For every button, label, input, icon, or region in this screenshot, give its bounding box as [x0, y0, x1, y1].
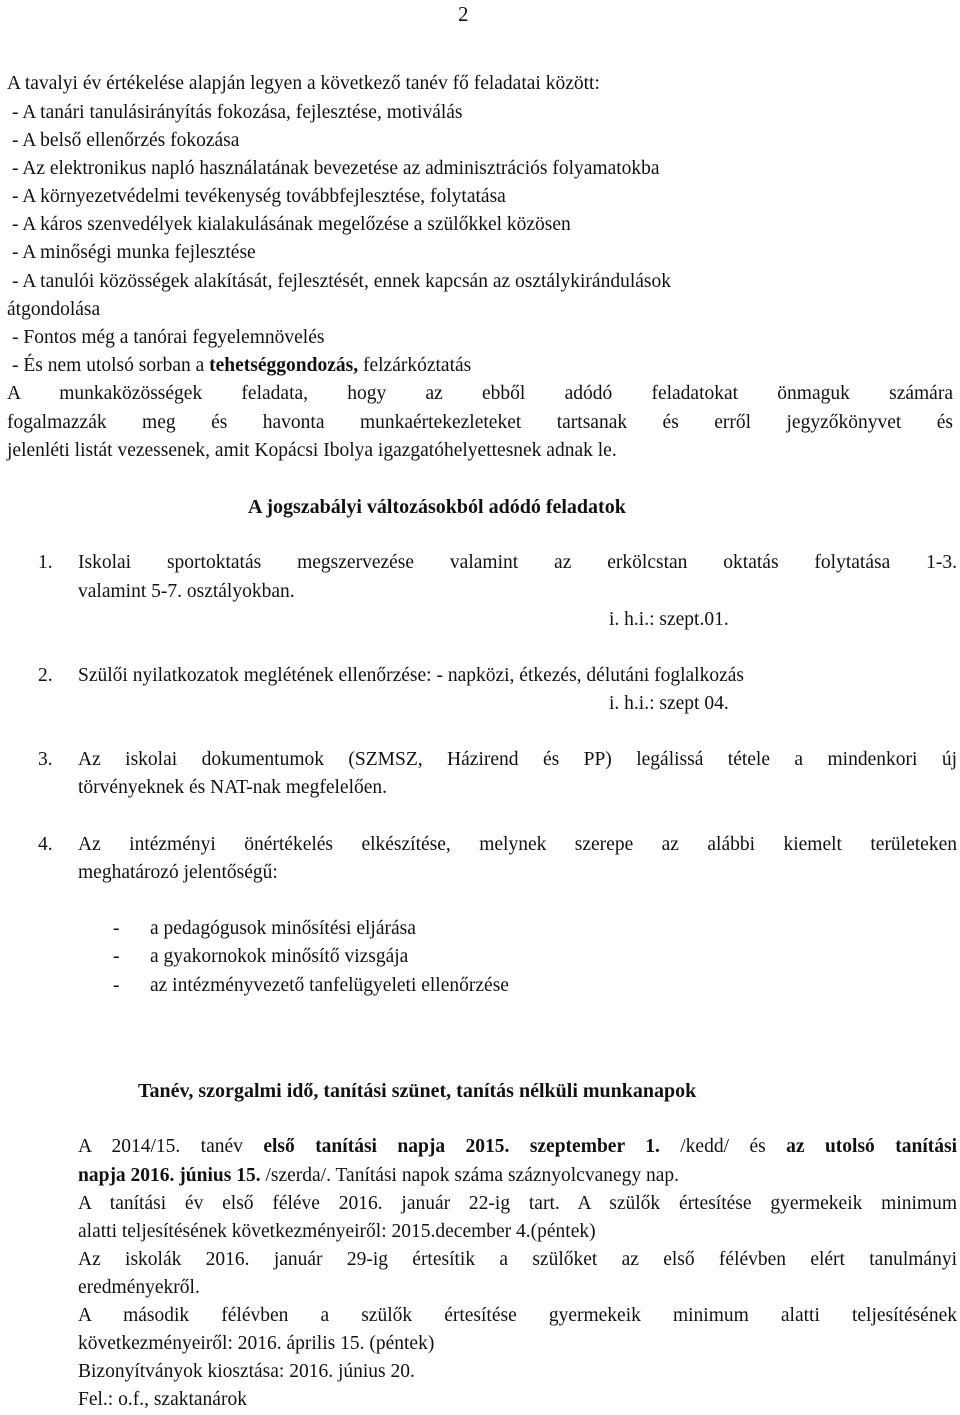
intro-lead: A tavalyi év értékelése alapján legyen a következő tanév fő feladatai között: — [7, 73, 600, 94]
school-year-line: alatti teljesítésének következményeiről: 2015.december 4.(péntek) — [78, 1221, 596, 1242]
task-number: 1. — [38, 552, 53, 573]
task-number: 3. — [38, 749, 53, 770]
page-number: 2 — [458, 2, 469, 26]
task-number: 2. — [38, 665, 53, 686]
task-text: Iskolai sportoktatás megszervezése valamint az erkölcstan oktatás folytatása 1-3. — [78, 552, 957, 573]
school-year-line: Az iskolák 2016. január 29-ig értesítik a szülőket az első félévben elért tanulmányi — [78, 1249, 957, 1270]
intro-item: - A belső ellenőrzés fokozása — [12, 130, 240, 151]
intro-paragraph-line: jelenléti listát vezessenek, amit Kopácsi Ibolya igazgatóhelyettesnek adnak le. — [7, 440, 617, 461]
intro-item: - A minőségi munka fejlesztése — [12, 242, 256, 263]
intro-item-last: - És nem utolsó sorban a tehetséggondozás, felzárkóztatás — [12, 355, 472, 376]
list-dash: - — [113, 975, 120, 996]
sub-item: az intézményvezető tanfelügyeleti ellenőrzése — [150, 975, 509, 996]
school-year-line: Fel.: o.f., szaktanárok — [78, 1389, 247, 1410]
task-text: Az iskolai dokumentumok (SZMSZ, Házirend és PP) legálissá tétele a mindenkori új — [78, 749, 957, 770]
intro-paragraph-line: A munkaközösségek feladata, hogy az ebből adódó feladatokat önmaguk számára — [7, 383, 953, 404]
sub-item: a pedagógusok minősítési eljárása — [150, 918, 416, 939]
section-heading-school-year: Tanév, szorgalmi idő, tanítási szünet, tanítás nélküli munkanapok — [138, 1080, 697, 1102]
school-year-line: A tanítási év első féléve 2016. január 22-ig tart. A szülők értesítése gyermekeik minimum — [78, 1193, 957, 1214]
task-text: Az intézményi önértékelés elkészítése, melynek szerepe az alábbi kiemelt területeken — [78, 834, 957, 855]
sub-item: a gyakornokok minősítő vizsgája — [150, 946, 409, 967]
school-year-line: A második félévben a szülők értesítése gyermekeik minimum alatti teljesítésének — [78, 1305, 957, 1326]
list-dash: - — [113, 918, 120, 939]
task-number: 4. — [38, 834, 53, 855]
task-text: meghatározó jelentőségű: — [78, 862, 278, 883]
intro-item: - A káros szenvedélyek kialakulásának megelőzése a szülőkkel közösen — [12, 214, 571, 235]
school-year-line: Bizonyítványok kiosztása: 2016. június 20. — [78, 1361, 415, 1382]
task-deadline: i. h.i.: szept 04. — [609, 693, 729, 714]
task-text: valamint 5-7. osztályokban. — [78, 581, 295, 602]
intro-item: - Fontos még a tanórai fegyelemnövelés — [12, 327, 325, 348]
intro-item: - A környezetvédelmi tevékenység továbbfejlesztése, folytatása — [12, 186, 506, 207]
section-heading-legal: A jogszabályi változásokból adódó feladatok — [248, 496, 626, 518]
task-text: törvényeknek és NAT-nak megfelelően. — [78, 777, 388, 798]
intro-item-continued: átgondolása — [7, 299, 101, 320]
task-deadline: i. h.i.: szept.01. — [609, 609, 729, 630]
task-text: Szülői nyilatkozatok meglétének ellenőrzése: - napközi, étkezés, délutáni foglalkozás — [78, 665, 744, 686]
list-dash: - — [113, 946, 120, 967]
school-year-line: A 2014/15. tanév első tanítási napja 2015. szeptember 1. /kedd/ és az utolsó tanítási — [78, 1136, 958, 1157]
school-year-line: napja 2016. június 15. /szerda/. Tanítási napok száma száznyolcvanegy nap. — [78, 1165, 680, 1186]
intro-paragraph-line: fogalmazzák meg és havonta munkaértekezleteket tartsanak és erről jegyzőkönyvet és — [7, 412, 953, 433]
school-year-line: következményeiről: 2016. április 15. (péntek) — [78, 1333, 435, 1354]
intro-item: - Az elektronikus napló használatának bevezetése az adminisztrációs folyamatokba — [12, 158, 660, 179]
emphasis-talent: tehetséggondozás, — [209, 355, 359, 376]
intro-item: - A tanári tanulásirányítás fokozása, fejlesztése, motiválás — [12, 102, 463, 123]
intro-item: - A tanulói közösségek alakítását, fejlesztését, ennek kapcsán az osztálykirándulások — [12, 271, 671, 292]
school-year-line: eredményekről. — [78, 1277, 200, 1298]
